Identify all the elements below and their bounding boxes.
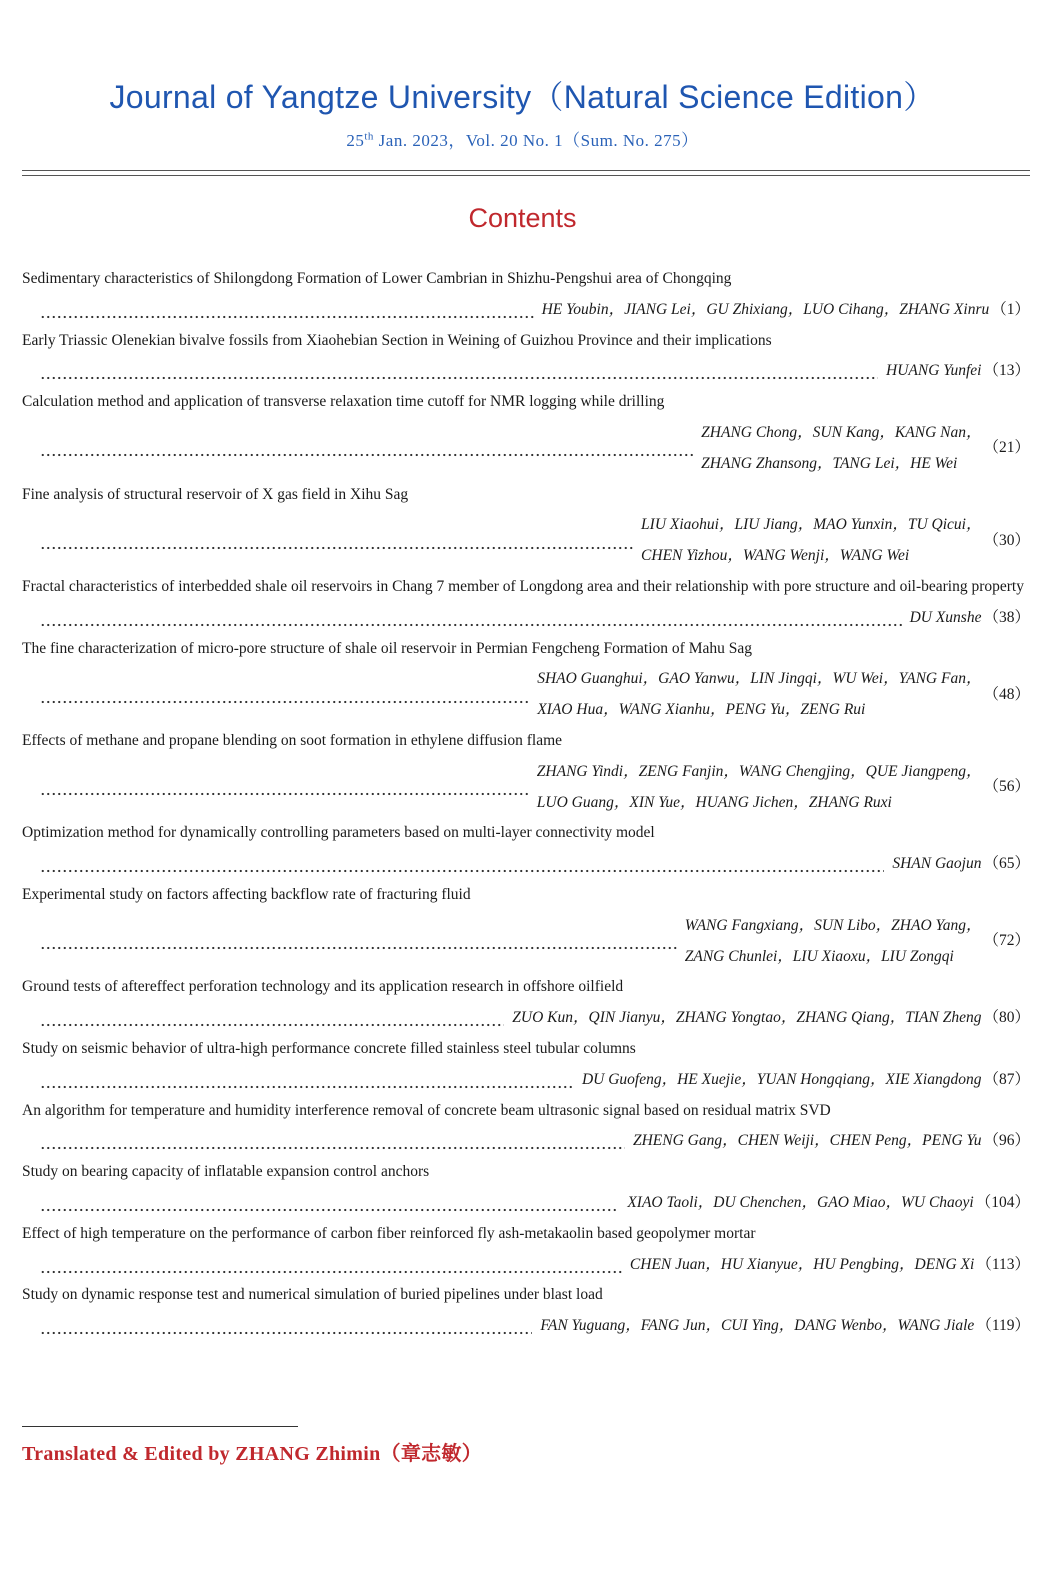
article-title: Fine analysis of structural reservoir of X gas field in Xihu Sag bbox=[22, 485, 409, 503]
header-rule-bottom bbox=[22, 175, 1030, 176]
issue-day: 25 bbox=[346, 131, 365, 150]
dot-leader bbox=[40, 772, 529, 803]
dot-leader bbox=[40, 680, 529, 711]
page-number: （13） bbox=[983, 362, 1030, 380]
page-number: （96） bbox=[983, 1132, 1030, 1150]
page-number: （21） bbox=[983, 439, 1030, 457]
toc-entry[interactable] bbox=[22, 326, 1030, 388]
footnote-rule bbox=[22, 1426, 298, 1427]
dot-leader bbox=[40, 926, 677, 957]
page-number: （113） bbox=[976, 1255, 1030, 1273]
dot-leader bbox=[40, 1188, 619, 1219]
article-authors bbox=[537, 664, 981, 726]
author-line bbox=[22, 911, 1030, 973]
author-names: HUANG Yunfei bbox=[886, 362, 982, 380]
article-authors bbox=[537, 757, 982, 819]
author-line bbox=[22, 1311, 1030, 1342]
table-of-contents bbox=[22, 264, 1030, 1342]
author-names: WANG Fangxiang，SUN Libo，ZHAO Yang， bbox=[684, 916, 982, 934]
article-authors bbox=[701, 418, 981, 480]
article-authors bbox=[582, 1065, 982, 1096]
article-title: Effect of high temperature on the performance of carbon fiber reinforced fly ash-metakaolin based geopolymer mortar bbox=[22, 1224, 756, 1242]
article-authors bbox=[512, 1003, 981, 1034]
page-number: （80） bbox=[983, 1009, 1030, 1027]
toc-entry[interactable] bbox=[22, 1034, 1030, 1096]
dot-leader bbox=[40, 1311, 532, 1342]
dot-leader bbox=[40, 1126, 625, 1157]
author-line bbox=[22, 1003, 1030, 1034]
article-authors bbox=[542, 295, 990, 326]
author-names: ZHANG Yindi，ZENG Fanjin，WANG Chengjing，QUE Jiangpeng， bbox=[536, 762, 982, 780]
article-title: Optimization method for dynamically controlling parameters based on multi-layer connectivity model bbox=[22, 824, 655, 842]
article-title: The fine characterization of micro-pore structure of shale oil reservoir in Permian Fengcheng Formation of Mahu Sag bbox=[22, 639, 752, 657]
author-names: HE Youbin，JIANG Lei，GU Zhixiang，LUO Cihang，ZHANG Xinru bbox=[541, 300, 990, 318]
dot-leader bbox=[40, 295, 534, 326]
author-line bbox=[22, 603, 1030, 634]
article-title: Ground tests of aftereffect perforation technology and its application research in offshore oilfield bbox=[22, 978, 624, 996]
author-line bbox=[22, 295, 1030, 326]
toc-entry[interactable] bbox=[22, 1280, 1030, 1342]
toc-entry[interactable] bbox=[22, 1157, 1030, 1219]
dot-leader bbox=[40, 526, 633, 557]
article-title: Early Triassic Olenekian bivalve fossils from Xiaohebian Section in Weining of Guizhou Province and their implications bbox=[22, 331, 772, 349]
article-title: Study on bearing capacity of inflatable expansion control anchors bbox=[22, 1163, 430, 1181]
page-number: （104） bbox=[975, 1193, 1030, 1211]
toc-entry[interactable] bbox=[22, 572, 1030, 634]
author-names: ZHENG Gang，CHEN Weiji，CHEN Peng，PENG Yu bbox=[632, 1132, 982, 1150]
author-names: DU Xunshe bbox=[909, 608, 982, 626]
author-names: CHEN Yizhou，WANG Wenji，WANG Wei bbox=[641, 547, 910, 565]
dot-leader bbox=[40, 1250, 622, 1281]
author-names: FAN Yuguang，FANG Jun，CUI Ying，DANG Wenbo，WANG Jiale bbox=[540, 1317, 975, 1335]
page-number: （48） bbox=[983, 685, 1030, 703]
author-names: DU Guofeng，HE Xuejie，YUAN Hongqiang，XIE Xiangdong bbox=[581, 1070, 982, 1088]
author-names: SHAN Gaojun bbox=[892, 855, 982, 873]
issue-day-suffix: th bbox=[364, 130, 374, 143]
journal-title: Journal of Yangtze University（Natural Science Edition） bbox=[109, 79, 936, 115]
article-title: Experimental study on factors affecting backflow rate of fracturing fluid bbox=[22, 885, 471, 903]
dot-leader bbox=[40, 356, 878, 387]
author-names: CHEN Juan，HU Xianyue，HU Pengbing，DENG Xi bbox=[629, 1255, 975, 1273]
author-names: ZHANG Zhansong，TANG Lei，HE Wei bbox=[701, 454, 958, 472]
author-names: XIAO Taoli，DU Chenchen，GAO Miao，WU Chaoyi bbox=[627, 1193, 974, 1211]
author-line bbox=[22, 1126, 1030, 1157]
article-authors bbox=[633, 1126, 982, 1157]
page-number: （1） bbox=[991, 300, 1030, 318]
author-line bbox=[22, 1188, 1030, 1219]
author-line bbox=[22, 664, 1030, 726]
issue-info bbox=[0, 126, 1045, 151]
author-names: LIU Xiaohui，LIU Jiang，MAO Yunxin，TU Qicui， bbox=[641, 516, 982, 534]
page-number: （87） bbox=[983, 1070, 1030, 1088]
page-number: （56） bbox=[983, 778, 1030, 796]
toc-entry[interactable] bbox=[22, 1096, 1030, 1158]
toc-entry[interactable] bbox=[22, 634, 1030, 726]
author-line bbox=[22, 849, 1030, 880]
article-title: Sedimentary characteristics of Shilongdong Formation of Lower Cambrian in Shizhu-Pengshui area of Chongqing bbox=[22, 270, 732, 287]
author-names: XIAO Hua，WANG Xianhu，PENG Yu，ZENG Rui bbox=[537, 701, 866, 719]
page-number: （65） bbox=[983, 855, 1030, 873]
article-authors bbox=[630, 1250, 974, 1281]
author-names: ZANG Chunlei，LIU Xiaoxu，LIU Zongqi bbox=[684, 947, 954, 965]
translator-credit: Translated & Edited by ZHANG Zhimin（章志敏） bbox=[22, 1443, 483, 1465]
article-authors bbox=[627, 1188, 973, 1219]
header-rule-top bbox=[22, 170, 1030, 171]
toc-entry[interactable] bbox=[22, 480, 1030, 572]
toc-entry[interactable] bbox=[22, 387, 1030, 479]
author-line bbox=[22, 510, 1030, 572]
toc-entry[interactable] bbox=[22, 818, 1030, 880]
toc-entry[interactable] bbox=[22, 264, 1030, 326]
toc-entry[interactable] bbox=[22, 972, 1030, 1034]
article-title: Effects of methane and propane blending on soot formation in ethylene diffusion flame bbox=[22, 731, 563, 749]
author-line bbox=[22, 757, 1030, 819]
article-title: Study on seismic behavior of ultra-high performance concrete filled stainless steel tubular columns bbox=[22, 1039, 636, 1057]
page-number: （38） bbox=[983, 608, 1030, 626]
article-authors bbox=[540, 1311, 974, 1342]
contents-heading: Contents bbox=[468, 203, 577, 233]
author-line bbox=[22, 356, 1030, 387]
author-names: SHAO Guanghui，GAO Yanwu，LIN Jingqi，WU Wei，YANG Fan， bbox=[537, 670, 982, 688]
dot-leader bbox=[40, 433, 693, 464]
dot-leader bbox=[40, 1065, 574, 1096]
article-authors bbox=[685, 911, 982, 973]
page-number: （72） bbox=[983, 932, 1030, 950]
article-authors bbox=[892, 849, 981, 880]
author-line bbox=[22, 1065, 1030, 1096]
article-title: An algorithm for temperature and humidity interference removal of concrete beam ultrasonic signal based on residual matrix SVD bbox=[22, 1101, 831, 1119]
article-title: Calculation method and application of transverse relaxation time cutoff for NMR logging while drilling bbox=[22, 393, 665, 411]
dot-leader bbox=[40, 1003, 504, 1034]
dot-leader bbox=[40, 603, 902, 634]
article-authors bbox=[641, 510, 981, 572]
author-names: LUO Guang，XIN Yue，HUANG Jichen，ZHANG Ruxi bbox=[536, 793, 892, 811]
article-authors bbox=[910, 603, 982, 634]
issue-details: Jan. 2023，Vol. 20 No. 1（Sum. No. 275） bbox=[373, 131, 699, 150]
dot-leader bbox=[40, 849, 884, 880]
toc-entry[interactable] bbox=[22, 1219, 1030, 1281]
article-title: Fractal characteristics of interbedded shale oil reservoirs in Chang 7 member of Longdong area and their relationship with pore structure and oil-bearing property bbox=[22, 577, 1024, 595]
article-title: Study on dynamic response test and numerical simulation of buried pipelines under blast load bbox=[22, 1286, 603, 1304]
toc-entry[interactable] bbox=[22, 880, 1030, 972]
toc-entry[interactable] bbox=[22, 726, 1030, 818]
page-number: （30） bbox=[983, 531, 1030, 549]
author-names: ZHANG Chong，SUN Kang，KANG Nan， bbox=[701, 423, 982, 441]
article-authors bbox=[886, 356, 981, 387]
author-names: ZUO Kun，QIN Jianyu，ZHANG Yongtao，ZHANG Qiang，TIAN Zheng bbox=[512, 1009, 982, 1027]
author-line bbox=[22, 418, 1030, 480]
page-number: （119） bbox=[976, 1317, 1030, 1335]
author-line bbox=[22, 1250, 1030, 1281]
